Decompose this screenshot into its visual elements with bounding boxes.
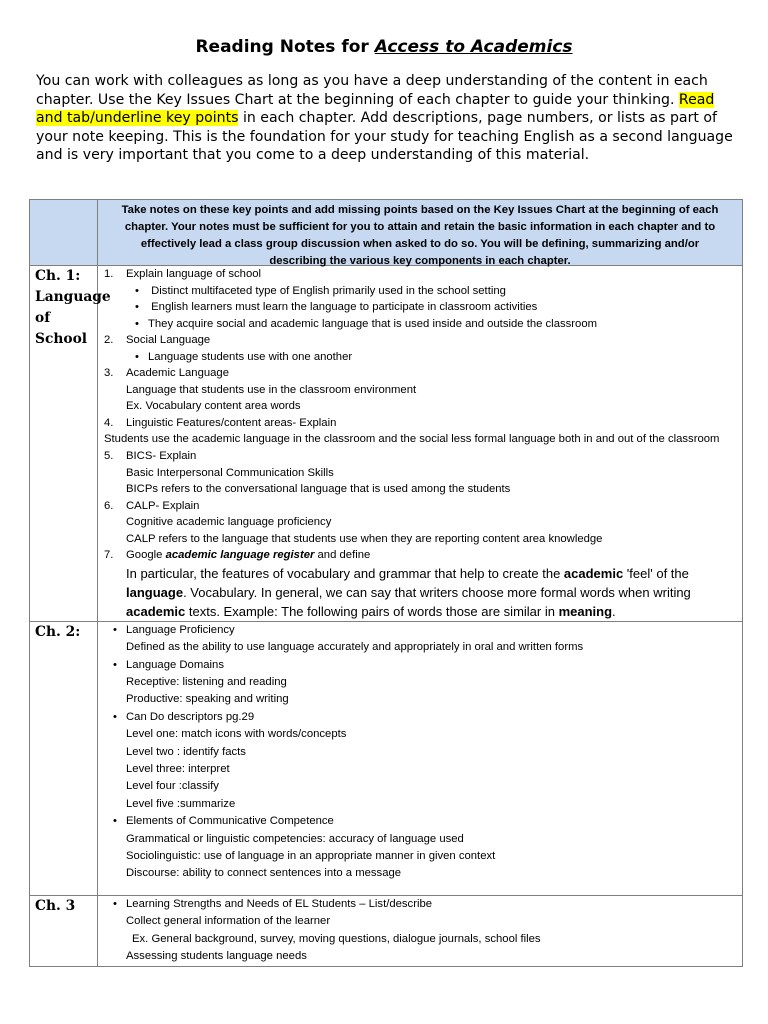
header-empty-cell bbox=[30, 200, 98, 266]
page-title bbox=[0, 37, 768, 57]
list-item: Basic Interpersonal Communication Skills bbox=[126, 466, 334, 479]
list-item: Level two : identify facts bbox=[126, 745, 246, 758]
intro-text-after: in each chapter. Add descriptions, page numbers, or lists as part of your note keeping. This is the foundation for your study for teaching English as a second language and is very important that you come to a deep understanding of this material. bbox=[36, 110, 733, 164]
list-item: Students use the academic language in the classroom and the social less formal language both in and out of the classroom bbox=[104, 433, 720, 445]
list-item: Level four :classify bbox=[126, 780, 219, 793]
chapter-1-notes bbox=[98, 266, 742, 621]
list-item: • They acquire social and academic language that is used inside and outside the classroom bbox=[135, 317, 598, 330]
list-item: BICPs refers to the conversational language that is used among the students bbox=[126, 483, 511, 496]
list-item: Ex. General background, survey, moving questions, dialogue journals, school files bbox=[132, 932, 541, 945]
chapter-label: Ch. 2: bbox=[35, 623, 81, 640]
chapter-label-cell bbox=[30, 621, 98, 895]
list-item: Discourse: ability to connect sentences into a message bbox=[126, 867, 402, 880]
list-item: Productive: speaking and writing bbox=[126, 693, 289, 706]
list-item: • Can Do descriptors pg.29 bbox=[113, 710, 255, 723]
chapter-label: Ch. 1: Language of School bbox=[35, 268, 111, 347]
chapter-row-3 bbox=[30, 895, 743, 966]
list-item: Defined as the ability to use language accurately and appropriately in oral and written forms bbox=[126, 641, 584, 654]
list-item: CALP refers to the language that students use when they are reporting content area knowledge bbox=[126, 532, 603, 545]
list-item: Assessing students language needs bbox=[126, 950, 307, 963]
list-item: 6. CALP- Explain bbox=[104, 499, 200, 512]
list-item: 3. Academic Language bbox=[104, 367, 230, 379]
list-item: Level three: interpret bbox=[126, 762, 230, 775]
chapter-3-notes bbox=[98, 896, 742, 966]
chapter-row-1 bbox=[30, 266, 743, 622]
list-item: • Language students use with one another bbox=[135, 350, 353, 363]
list-item: • Language Domains bbox=[113, 658, 224, 671]
header-row bbox=[30, 200, 743, 266]
list-item: • English learners must learn the language to participate in classroom activities bbox=[135, 301, 538, 313]
list-item: 2. Social Language bbox=[104, 334, 211, 346]
list-item: Ex. Vocabulary content area words bbox=[126, 400, 301, 412]
chapter-label: Ch. 3 bbox=[35, 897, 76, 914]
list-item: Receptive: listening and reading bbox=[126, 675, 287, 688]
list-item: • Learning Strengths and Needs of EL Students – List/describe bbox=[113, 897, 433, 910]
chapter-2-notes bbox=[98, 622, 742, 895]
list-item: Grammatical or linguistic competencies: accuracy of language used bbox=[126, 832, 464, 845]
intro-paragraph bbox=[36, 72, 736, 165]
list-item: Level one: match icons with words/concepts bbox=[126, 728, 347, 741]
chapter-label-cell bbox=[30, 266, 111, 622]
title-book: Access to Academics bbox=[374, 37, 573, 57]
list-item: 1. Explain language of school bbox=[104, 268, 262, 280]
notes-table bbox=[29, 199, 743, 967]
list-item: 4. Linguistic Features/content areas- Explain bbox=[104, 416, 337, 429]
list-item: • Elements of Communicative Competence bbox=[113, 815, 334, 828]
header-cell bbox=[98, 200, 743, 266]
definition-quote: In particular, the features of vocabulary and grammar that help to create the academic 'feel' of the language. Vocabulary. In general, we can say that writers choose more formal words when writing academic texts. Example: The following pairs of words those are similar in meaning. bbox=[126, 565, 691, 619]
header-instructions: Take notes on these key points and add missing points based on the Key Issues Chart at the beginning of each chapter. Your notes must be sufficient for you to attain and retain the basic information in each chapter and to effectively lead a class group discussion when asked to do so. You will be defining, summarizing and/or describing the various key components in each chapter. bbox=[121, 204, 719, 267]
list-item: Sociolinguistic: use of language in an appropriate manner in given context bbox=[126, 849, 496, 862]
chapter-row-2 bbox=[30, 621, 743, 895]
list-item: 7. Google academic language register and define bbox=[104, 549, 371, 562]
chapter-notes-cell bbox=[98, 266, 743, 622]
chapter-notes-cell bbox=[98, 895, 743, 966]
list-item: Language that students use in the classroom environment bbox=[126, 383, 417, 396]
list-item: Collect general information of the learner bbox=[126, 915, 331, 928]
chapter-label-cell bbox=[30, 895, 98, 966]
title-prefix: Reading Notes for bbox=[195, 37, 375, 57]
intro-highlight: Read and tab/underline key points bbox=[36, 91, 715, 127]
intro-text-before: You can work with colleagues as long as you have a deep understanding of the content in each chapter. Use the Key Issues Chart at the beginning of each chapter to guide your thinking. bbox=[36, 73, 708, 108]
list-item: Level five :summarize bbox=[126, 797, 236, 810]
list-item: Cognitive academic language proficiency bbox=[126, 516, 332, 529]
list-item: • Language Proficiency bbox=[113, 623, 235, 636]
list-item: 5. BICS- Explain bbox=[104, 450, 197, 463]
list-item: • Distinct multifaceted type of English primarily used in the school setting bbox=[135, 284, 506, 297]
chapter-notes-cell bbox=[98, 621, 743, 895]
